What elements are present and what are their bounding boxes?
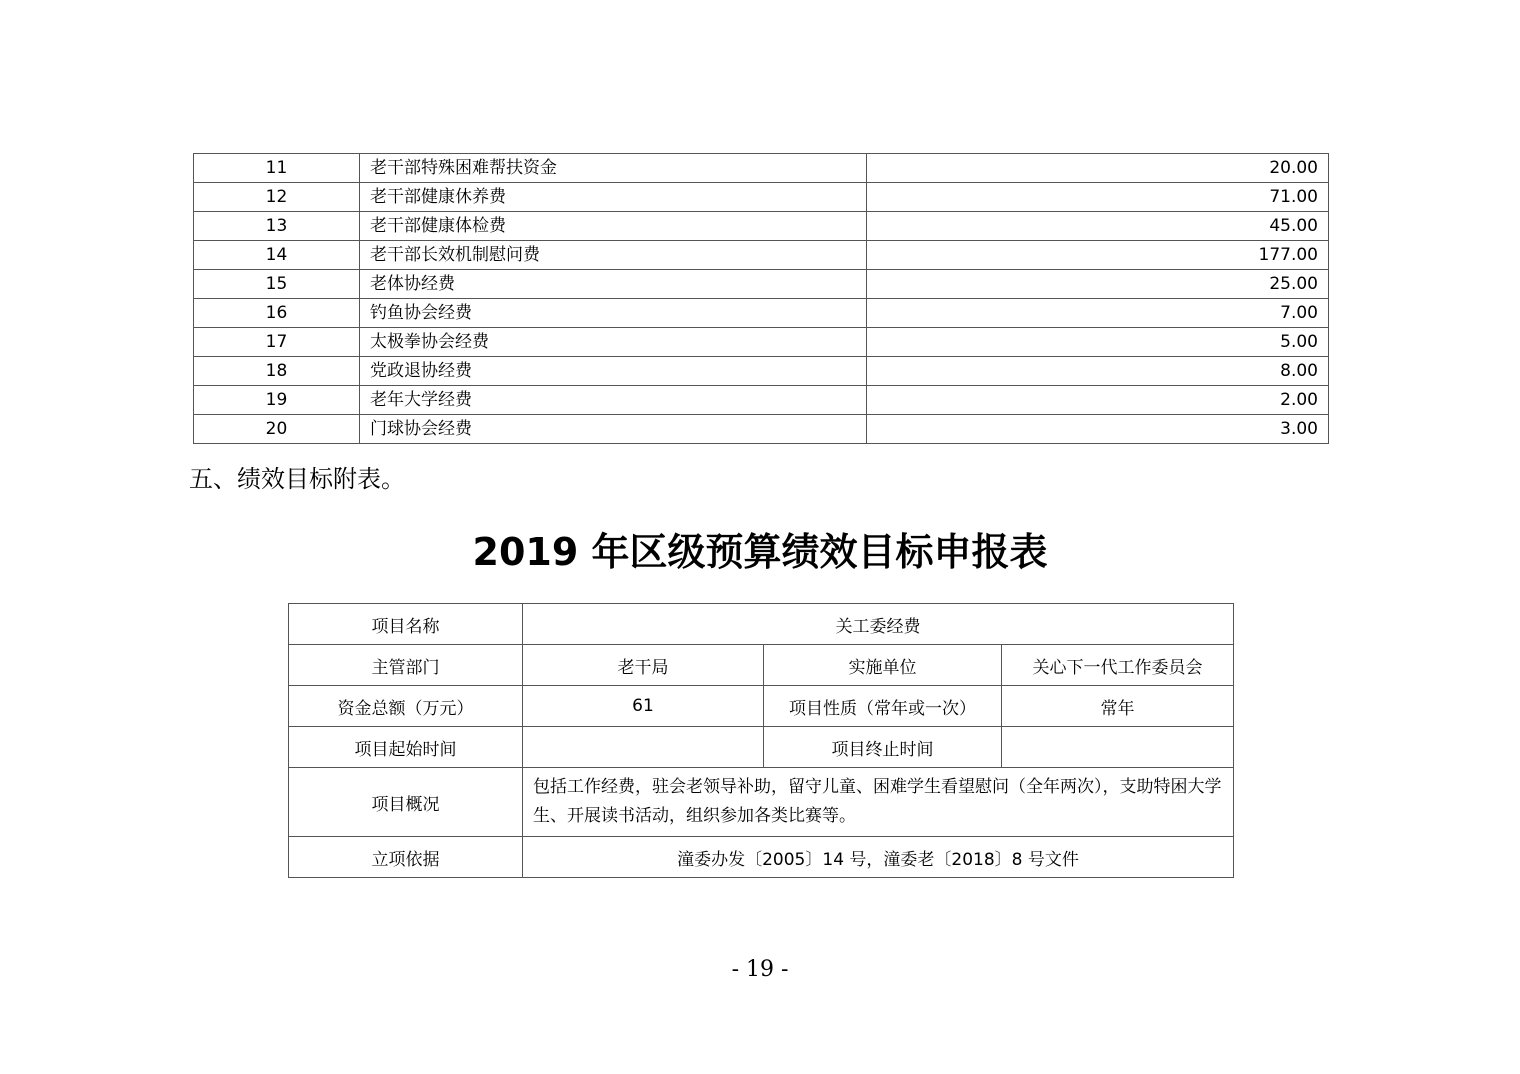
end-time-value [1002, 727, 1234, 768]
form-row-department [289, 645, 1234, 686]
expense-row [194, 386, 1329, 415]
nature-label: 项目性质（常年或一次） [764, 686, 1002, 727]
expense-row-number: 16 [194, 299, 360, 328]
section-heading: 五、绩效目标附表。 [189, 465, 405, 493]
implementer-label: 实施单位 [764, 645, 1002, 686]
expense-row-number: 13 [194, 212, 360, 241]
expense-row-name: 老体协经费 [360, 270, 867, 299]
expense-row-number: 15 [194, 270, 360, 299]
expense-row-amount: 7.00 [867, 299, 1329, 328]
expense-row-name: 老干部健康休养费 [360, 183, 867, 212]
start-time-label: 项目起始时间 [289, 727, 523, 768]
expense-row-name: 党政退协经费 [360, 357, 867, 386]
department-value: 老干局 [523, 645, 764, 686]
expense-row [194, 154, 1329, 183]
expense-row-amount: 5.00 [867, 328, 1329, 357]
expense-row-name: 门球协会经费 [360, 415, 867, 444]
form-row-funds [289, 686, 1234, 727]
expense-row-number: 20 [194, 415, 360, 444]
overview-value: 包括工作经费，驻会老领导补助，留守儿童、困难学生看望慰问（全年两次），支助特困大学生、开展读书活动，组织参加各类比赛等。 [523, 768, 1234, 837]
expense-row-amount: 2.00 [867, 386, 1329, 415]
expense-row-number: 11 [194, 154, 360, 183]
form-row-basis [289, 837, 1234, 878]
total-funds-value: 61 [523, 686, 764, 727]
start-time-value [523, 727, 764, 768]
expense-row-name: 老年大学经费 [360, 386, 867, 415]
nature-value: 常年 [1002, 686, 1234, 727]
expense-row [194, 270, 1329, 299]
expense-row-amount: 45.00 [867, 212, 1329, 241]
expense-row-amount: 8.00 [867, 357, 1329, 386]
form-row-overview [289, 768, 1234, 837]
expense-row [194, 212, 1329, 241]
department-label: 主管部门 [289, 645, 523, 686]
expense-row-amount: 20.00 [867, 154, 1329, 183]
project-name-value: 关工委经费 [523, 604, 1234, 645]
expense-row-number: 19 [194, 386, 360, 415]
expense-row [194, 328, 1329, 357]
performance-target-form [288, 603, 1234, 878]
expense-row-amount: 71.00 [867, 183, 1329, 212]
expense-row-number: 18 [194, 357, 360, 386]
expense-table [193, 153, 1329, 444]
project-name-label: 项目名称 [289, 604, 523, 645]
basis-value: 潼委办发〔2005〕14 号，潼委老〔2018〕8 号文件 [523, 837, 1234, 878]
total-funds-label: 资金总额（万元） [289, 686, 523, 727]
expense-row-amount: 3.00 [867, 415, 1329, 444]
expense-row [194, 241, 1329, 270]
overview-label: 项目概况 [289, 768, 523, 837]
page-number: - 19 - [731, 957, 789, 982]
expense-row-number: 12 [194, 183, 360, 212]
expense-row-number: 17 [194, 328, 360, 357]
expense-row-name: 老干部健康体检费 [360, 212, 867, 241]
expense-row-name: 老干部特殊困难帮扶资金 [360, 154, 867, 183]
expense-row [194, 415, 1329, 444]
expense-row-name: 钓鱼协会经费 [360, 299, 867, 328]
expense-row [194, 299, 1329, 328]
expense-row [194, 183, 1329, 212]
implementer-value: 关心下一代工作委员会 [1002, 645, 1234, 686]
expense-row-name: 太极拳协会经费 [360, 328, 867, 357]
form-row-time [289, 727, 1234, 768]
expense-row-number: 14 [194, 241, 360, 270]
document-title: 2019 年区级预算绩效目标申报表 [472, 530, 1048, 574]
expense-row [194, 357, 1329, 386]
form-row-project-name [289, 604, 1234, 645]
expense-row-name: 老干部长效机制慰问费 [360, 241, 867, 270]
basis-label: 立项依据 [289, 837, 523, 878]
expense-row-amount: 25.00 [867, 270, 1329, 299]
end-time-label: 项目终止时间 [764, 727, 1002, 768]
expense-row-amount: 177.00 [867, 241, 1329, 270]
expense-table-body [194, 154, 1329, 444]
